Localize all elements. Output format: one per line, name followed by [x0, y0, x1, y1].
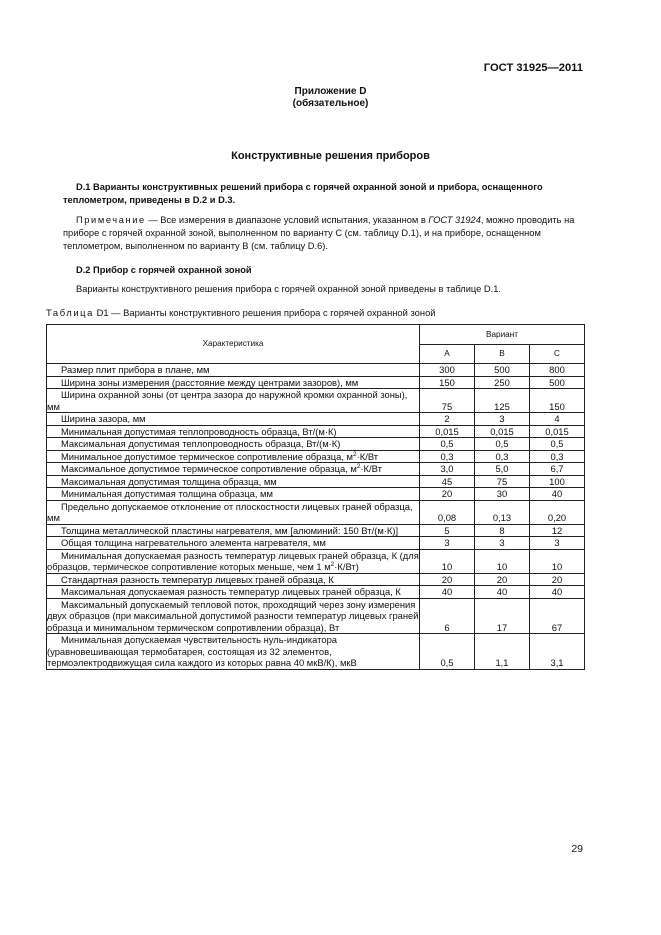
row-characteristic [47, 413, 420, 426]
table-row [47, 376, 585, 389]
value-variant-a: 20 [420, 488, 475, 501]
value-variant-c: 40 [530, 586, 585, 599]
section-title: Конструктивные решения приборов [231, 150, 430, 162]
value-variant-a: 300 [420, 364, 475, 377]
value-variant-c: 150 [530, 389, 585, 413]
value-variant-b: 0,5 [475, 438, 530, 451]
row-characteristic [47, 500, 420, 524]
table-row [47, 586, 585, 599]
value-variant-a: 6 [420, 598, 475, 634]
value-variant-c: 0,015 [530, 425, 585, 438]
row-label-tail: ·К/Вт) [334, 561, 359, 572]
row-label-superscript: 2 [356, 462, 361, 470]
header-variant-b: В [475, 345, 530, 364]
row-label: Максимальная допустимая толщина образца, мм [61, 475, 277, 487]
row-label-tail: ·К/Вт [356, 450, 379, 462]
value-variant-a: 0,3 [420, 450, 475, 463]
row-characteristic [47, 488, 420, 501]
table-row [47, 450, 585, 463]
row-label: Толщина металлической пластины нагревателя, мм [алюминий: 150 Вт/(м·К)] [61, 524, 399, 536]
value-variant-b: 0,13 [475, 500, 530, 524]
row-label: Стандартная разность температур лицевых граней образца, К [61, 573, 334, 585]
row-label-superscript: 2 [353, 450, 357, 458]
row-characteristic [47, 463, 420, 476]
value-variant-b: 30 [475, 488, 530, 501]
value-variant-b: 40 [475, 586, 530, 599]
table-row [47, 475, 585, 488]
row-characteristic [47, 634, 420, 670]
table-row [47, 488, 585, 501]
row-label: Минимальная допускаемая чувствительность нуль-индикатора (уравновешивающая термобатарея, состоящая из 32 элементов, термоэлектродвижущая сила каждого из которых равна 40 мкВ/К), мкВ [47, 634, 357, 668]
value-variant-c: 100 [530, 475, 585, 488]
value-variant-c: 4 [530, 413, 585, 426]
appendix-status: (обязательное) [292, 98, 369, 109]
row-characteristic [47, 475, 420, 488]
row-label: Общая толщина нагревательного элемента нагревателя, мм [61, 537, 326, 548]
value-variant-c: 0,20 [530, 500, 585, 524]
header-characteristic: Характеристика [47, 325, 420, 364]
row-label-superscript: 2 [330, 560, 335, 568]
row-characteristic [47, 438, 420, 451]
clause-d1: D.1 Варианты конструктивных решений прибора с горячей охранной зоной и прибора, оснащенного теплометром, приведены в D.2 и D.3. [63, 182, 543, 205]
value-variant-b: 0,015 [475, 425, 530, 438]
table-row [47, 425, 585, 438]
value-variant-c: 0,3 [530, 450, 585, 463]
note-paragraph [63, 214, 584, 253]
row-characteristic [47, 524, 420, 537]
row-characteristic [47, 586, 420, 599]
row-label: Минимальная допустимая теплопроводность образца, Вт/(м·К) [61, 425, 337, 437]
row-label: Максимальный допускаемый тепловой поток, проходящий через зону измерения двух образцов (при максимальной допустимой разности температур лицевых граней образца и минимальном термическом сопротивлении образца), Вт [47, 598, 419, 633]
page-number: 29 [571, 843, 583, 855]
value-variant-a: 0,5 [420, 634, 475, 670]
table-row [47, 524, 585, 537]
value-variant-c: 40 [530, 488, 585, 501]
value-variant-c: 6,7 [530, 463, 585, 476]
table-row [47, 634, 585, 670]
value-variant-c: 3 [530, 537, 585, 550]
table-row [47, 364, 585, 377]
table-row [47, 438, 585, 451]
value-variant-b: 17 [475, 598, 530, 634]
row-label: Предельно допускаемое отклонение от плоскостности лицевых граней образца, мм [47, 500, 413, 523]
value-variant-a: 40 [420, 586, 475, 599]
value-variant-b: 5,0 [475, 463, 530, 476]
value-variant-a: 0,08 [420, 500, 475, 524]
table-row [47, 537, 585, 550]
value-variant-b: 75 [475, 475, 530, 488]
value-variant-c: 67 [530, 598, 585, 634]
note-text-after: , можно проводить на приборе с горячей охранной зоной, выполненном по варианту С (см. таблицу D.1), и на приборе, оснащенном теплометром, выполненном по варианту В (см. таблицу D.6). [63, 215, 575, 251]
row-characteristic [47, 573, 420, 586]
value-variant-b: 250 [475, 376, 530, 389]
value-variant-a: 0,015 [420, 425, 475, 438]
table-row [47, 500, 585, 524]
note-text-before: — Все измерения в диапазоне условий испытания, указанном в [145, 215, 429, 225]
value-variant-a: 20 [420, 573, 475, 586]
clause-d2-text: Варианты конструктивного решения прибора с горячей охранной зоной приведены в таблице D.1. [76, 284, 501, 294]
value-variant-a: 2 [420, 413, 475, 426]
row-characteristic [47, 425, 420, 438]
row-characteristic [47, 598, 420, 634]
table-row [47, 389, 585, 413]
table-caption-label: Таблица [46, 307, 94, 318]
value-variant-c: 0,5 [530, 438, 585, 451]
note-label: Примечание [76, 215, 146, 225]
value-variant-b: 10 [475, 549, 530, 573]
row-label: Максимальная допустимая теплопроводность образца, Вт/(м·К) [61, 438, 341, 449]
value-variant-a: 45 [420, 475, 475, 488]
value-variant-a: 150 [420, 376, 475, 389]
variants-table [46, 324, 585, 670]
value-variant-b: 20 [475, 573, 530, 586]
row-characteristic [47, 376, 420, 389]
value-variant-b: 8 [475, 524, 530, 537]
value-variant-c: 3,1 [530, 634, 585, 670]
header-variant-a: А [420, 345, 475, 364]
value-variant-a: 5 [420, 524, 475, 537]
table-row [47, 413, 585, 426]
value-variant-c: 10 [530, 549, 585, 573]
row-characteristic [47, 549, 420, 573]
row-label: Ширина зоны измерения (расстояние между центрами зазоров), мм [61, 376, 359, 388]
value-variant-c: 20 [530, 573, 585, 586]
row-characteristic [47, 389, 420, 413]
row-label: Ширина зазора, мм [61, 413, 146, 424]
table-row [47, 573, 585, 586]
table-row [47, 463, 585, 476]
value-variant-c: 12 [530, 524, 585, 537]
value-variant-a: 3,0 [420, 463, 475, 476]
table-row [47, 598, 585, 634]
note-reference: ГОСТ 31924 [428, 215, 481, 225]
row-label: Максимальная допускаемая разность температур лицевых граней образца, К [61, 586, 401, 597]
value-variant-b: 125 [475, 389, 530, 413]
value-variant-a: 10 [420, 549, 475, 573]
row-characteristic [47, 450, 420, 463]
table-caption [46, 307, 436, 318]
header-variant-c: С [530, 345, 585, 364]
value-variant-c: 800 [530, 364, 585, 377]
value-variant-a: 0,5 [420, 438, 475, 451]
row-label: Минимальное допустимое термическое сопротивление образца, м [61, 450, 354, 462]
clause-d2-heading: D.2 Прибор с горячей охранной зоной [76, 265, 252, 275]
value-variant-b: 1,1 [475, 634, 530, 670]
value-variant-b: 0,3 [475, 450, 530, 463]
appendix-heading [0, 86, 661, 110]
row-characteristic [47, 537, 420, 550]
value-variant-c: 500 [530, 376, 585, 389]
table-row [47, 549, 585, 573]
value-variant-a: 3 [420, 537, 475, 550]
appendix-title: Приложение D [294, 86, 367, 97]
value-variant-b: 3 [475, 537, 530, 550]
row-label: Минимальная допустимая толщина образца, мм [61, 488, 273, 499]
value-variant-a: 75 [420, 389, 475, 413]
value-variant-b: 3 [475, 413, 530, 426]
row-label-tail: ·К/Вт [360, 463, 382, 474]
row-label: Размер плит прибора в плане, мм [61, 364, 210, 375]
table-caption-text: D1 — Варианты конструктивного решения прибора с горячей охранной зоной [93, 307, 436, 318]
row-characteristic [47, 364, 420, 377]
row-label: Максимальное допустимое термическое сопротивление образца, м [61, 463, 357, 474]
row-label: Минимальная допускаемая разность температур лицевых граней образца, К (для образцов, термическое сопротивление которых меньше, чем 1 м [47, 549, 419, 572]
header-variant: Вариант [420, 325, 585, 345]
value-variant-b: 500 [475, 364, 530, 377]
row-label: Ширина охранной зоны (от центра зазора до наружной кромки охранной зоны), мм [47, 389, 408, 412]
standard-designation: ГОСТ 31925—2011 [483, 62, 583, 74]
